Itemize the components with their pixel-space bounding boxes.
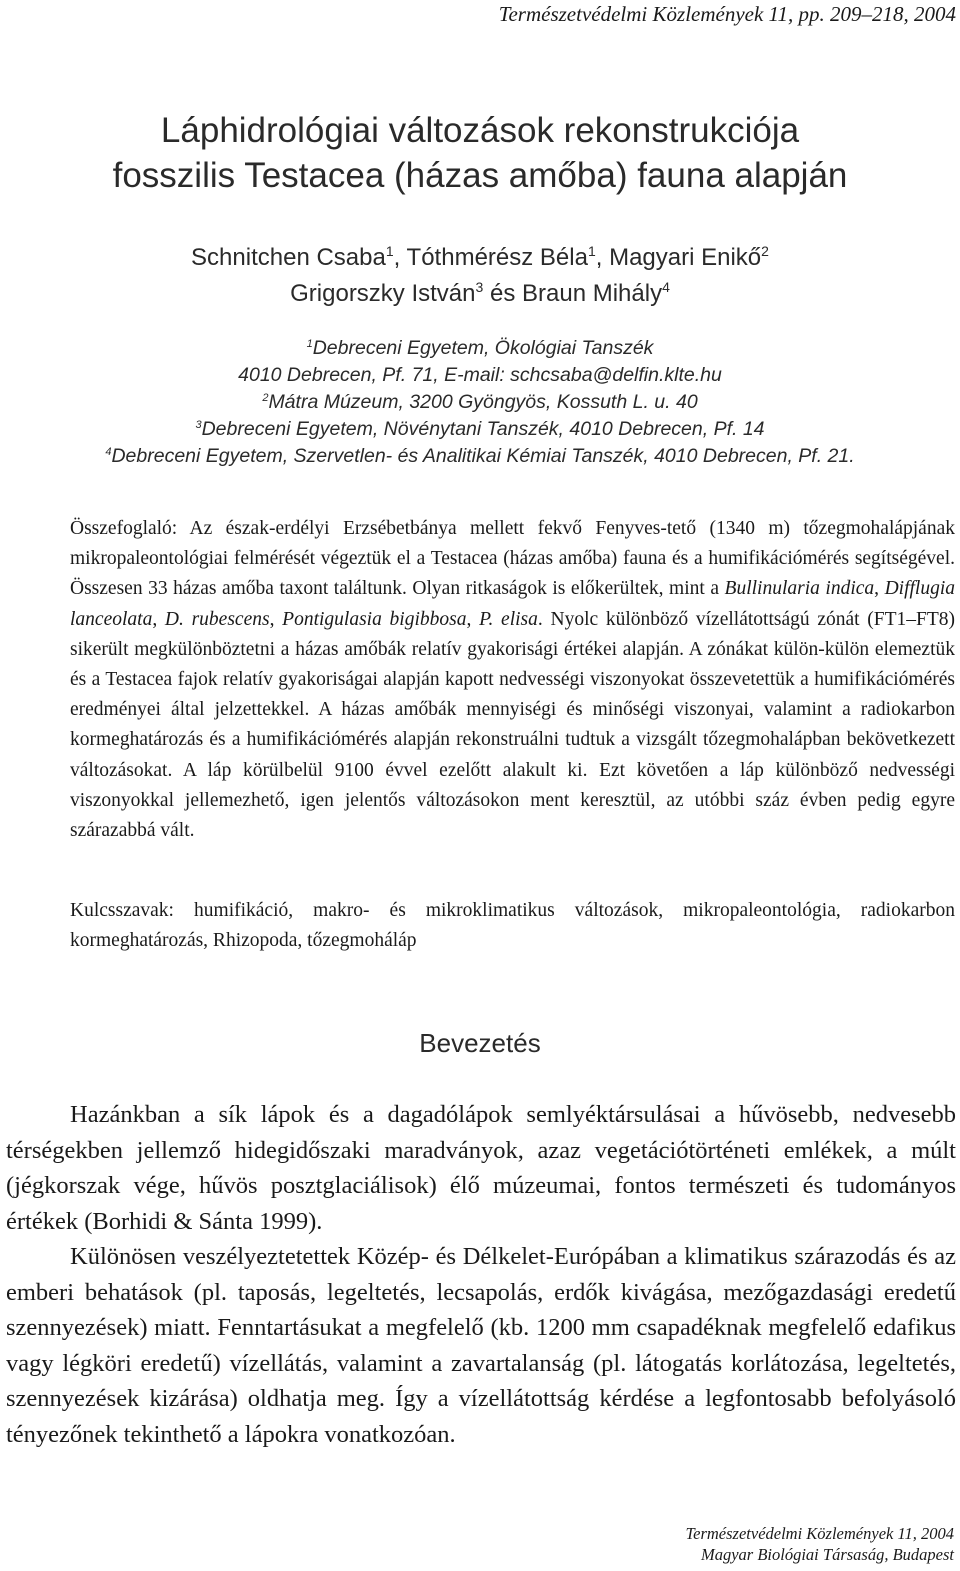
affiliations — [0, 335, 960, 470]
paper-title — [0, 108, 960, 198]
title-line-2: fosszilis Testacea (házas amőba) fauna alapján — [112, 156, 848, 195]
abstract-text: . Nyolc különböző vízellátottságú zónát (FT1–FT8) sikerült megkülönböztetni a házas amőbák relatív gyakorisági értékei alapján. A zónákat külön-külön elemeztük és a Testacea fajok relatív gyakoriságai alapján kapott nedvességi viszonyokat összevetettük a humifikációmérés eredményei által jelzettekkel. A házas amőbák mennyiségi és minőségi viszonyai, valamint a radiokarbon kormeghatározás és a humifikációmérés alapján rekonstruálni tudtuk a vizsgált tőzegmohalápban bekövetkezett változásokat. A láp körülbelül 9100 évvel ezelőtt alakult ki. Ezt követően a láp különböző nedvességi viszonyokkal jellemezhető, igen jelentős változásokon ment keresztül, az utóbbi száz évben pedig egyre szárazabbá vált. — [70, 608, 956, 842]
author-line-1: Schnitchen Csaba$^1$, Tóthmérész Béla$^1$, Magyari Enikő$^2$ — [191, 243, 769, 271]
separator: , — [874, 578, 885, 600]
abstract-text: Összefoglaló: Az észak-erdélyi Erzsébetbánya mellett fekvő Fenyves-tető (1340 m) tőzegmohalápjának mikropaleontológiai felmérését végeztük el a Testacea (házas amőba) fauna és a humifikációmérés segítségével. Összesen 33 házas amőba taxont találtunk. Olyan ritkaságok is előkerültek, mint a — [70, 518, 955, 600]
species-name: P. elisa — [479, 608, 538, 630]
affiliation-text: Debreceni Egyetem, Növénytani Tanszék, 4010 Debrecen, Pf. 14 — [201, 418, 765, 440]
affiliation-mark: 2 — [761, 243, 769, 259]
species-name: Pontigulasia bigibbosa — [282, 608, 467, 630]
author-name: Braun Mihály — [522, 280, 663, 307]
separator: , — [152, 608, 165, 630]
affiliation-mark: 1 — [385, 243, 394, 259]
author-list — [0, 240, 960, 312]
footer — [685, 1523, 954, 1565]
affiliation-mark: 4 — [105, 446, 112, 458]
affiliation-3 — [0, 416, 960, 443]
separator: , — [466, 608, 480, 630]
separator: , — [269, 608, 283, 630]
author-conjunction: és — [489, 280, 516, 307]
paragraph: Hazánkban a sík lápok és a dagadólápok semlyéktársulásai a hűvösebb, nedvesebb térségekben jellemző hidegidőszaki maradványok, azaz vegetációtörténeti emlékek, a múlt (jégkorszak vége, hűvös posztglaciálisok) élő múzeumai, fontos természeti és tudományos értékek (Borhidi & Sánta 1999). — [6, 1101, 956, 1235]
affiliation-mark: 4 — [662, 279, 670, 295]
affiliation-4 — [0, 443, 960, 470]
author-name: Magyari Enikő — [609, 244, 762, 271]
species-name: Bullinularia indica — [724, 578, 875, 600]
affiliation-1 — [0, 335, 960, 362]
title-line-1: Láphidrológiai változások rekonstrukciója — [160, 111, 800, 150]
introduction — [6, 1097, 956, 1452]
section-heading: Bevezetés — [419, 1028, 541, 1058]
affiliation-mark: 3 — [475, 279, 484, 295]
author-name: Tóthmérész Béla — [406, 244, 588, 271]
affiliation-mark: 1 — [306, 338, 313, 350]
affiliation-mark: 1 — [587, 243, 596, 259]
affiliation-2 — [0, 389, 960, 416]
affiliation-text: Debreceni Egyetem, Szervetlen- és Analitikai Kémiai Tanszék, 4010 Debrecen, Pf. 21. — [111, 445, 855, 467]
paragraph: Különösen veszélyeztetettek Közép- és Délkelet-Európában a klimatikus szárazodás és az emberi behatások (pl. taposás, legeltetés, lecsapolás, erdők kivágása, mezőgazdasági eredetű szennyezések) miatt. Fenntartásukat a megfelelő (kb. 1200 mm csapadéknak megfelelő edafikus vagy légköri eredetű) vízellátás, valamint a zavartalanság (pl. látogatás korlátozása, legeltetés, szennyezések kizárása) oldhatja meg. Így a vízellátottság kérdése a legfontosabb befolyásoló tényezőnek tekinthető a lápokra vonatkozóan. — [6, 1243, 956, 1448]
species-name: Difflugia lanceolata — [70, 578, 955, 630]
affiliation-1-address: 4010 Debrecen, Pf. 71, E-mail: schcsaba@delfin.klte.hu — [238, 364, 722, 386]
footer-publisher: Magyar Biológiai Társaság, Budapest — [700, 1545, 954, 1564]
affiliation-mark: 3 — [195, 419, 202, 431]
species-name: D. rubescens — [164, 608, 270, 630]
affiliation-text: Mátra Múzeum, 3200 Gyöngyös, Kossuth L. u. 40 — [268, 391, 698, 413]
journal-header: Természetvédelmi Közlemények 11, pp. 209–218, 2004 — [498, 2, 956, 26]
keywords: Kulcsszavak: humifikáció, makro- és mikroklimatikus változások, mikropaleontológia, radiokarbon kormeghatározás, Rhizopoda, tőzegmoháláp — [70, 900, 955, 952]
footer-journal: Természetvédelmi Közlemények 11, 2004 — [685, 1524, 954, 1543]
affiliation-text: Debreceni Egyetem, Ökológiai Tanszék — [312, 337, 654, 359]
author-line-2 — [0, 276, 960, 312]
affiliation-mark: 2 — [262, 392, 269, 404]
author-name: Schnitchen Csaba — [191, 244, 386, 271]
author-name: Grigorszky István — [290, 280, 476, 307]
abstract — [70, 514, 955, 846]
